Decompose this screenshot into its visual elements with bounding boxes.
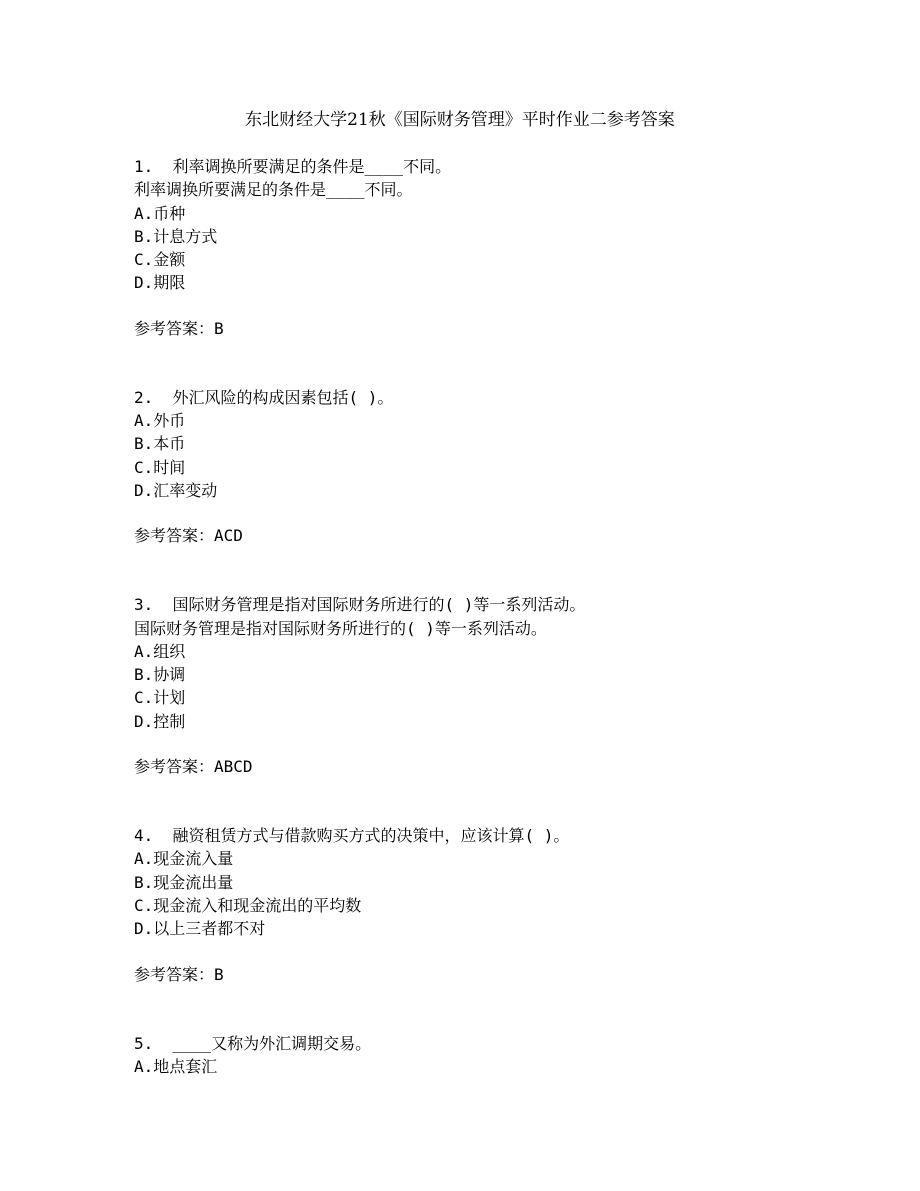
- option-a: A.币种: [134, 203, 186, 223]
- question-stem: 利率调换所要满足的条件是____不同。: [172, 157, 452, 176]
- answer-line: [134, 317, 834, 340]
- question-header: [134, 824, 834, 847]
- question-number: 1.: [134, 157, 154, 176]
- question-stem: 国际财务管理是指对国际财务所进行的( )等一系列活动。: [172, 595, 586, 615]
- answer-value: B: [214, 318, 224, 338]
- document-title: 东北财经大学21秋《国际财务管理》平时作业二参考答案: [245, 110, 675, 130]
- question-header: [134, 155, 834, 178]
- option-d: D.期限: [134, 273, 186, 293]
- option-b: B.协调: [134, 665, 186, 685]
- question-number: 3.: [134, 595, 154, 615]
- question-5: [134, 1032, 834, 1079]
- question-3: [134, 593, 834, 778]
- option-a: A.地点套汇: [134, 1056, 218, 1076]
- option-c: C.计划: [134, 688, 186, 708]
- option-b: B.现金流出量: [134, 872, 234, 892]
- question-number: 2.: [134, 387, 154, 407]
- option-a: A.外币: [134, 411, 186, 431]
- question-stem-repeat: 利率调换所要满足的条件是____不同。: [134, 180, 413, 200]
- answer-label: 参考答案：: [134, 318, 215, 338]
- option-a: A.组织: [134, 641, 186, 661]
- answer-value: ACD: [214, 526, 243, 546]
- answer-line: [134, 755, 834, 778]
- option-c: C.时间: [134, 457, 186, 477]
- question-list: [134, 155, 834, 1124]
- option-d: D.控制: [134, 711, 186, 731]
- question-stem-repeat: 国际财务管理是指对国际财务所进行的( )等一系列活动。: [134, 618, 547, 638]
- question-header: [134, 593, 834, 616]
- question-2: [134, 386, 834, 547]
- answer-line: [134, 963, 834, 986]
- answer-value: ABCD: [214, 757, 253, 777]
- option-c: C.现金流入和现金流出的平均数: [134, 895, 362, 915]
- option-b: B.计息方式: [134, 226, 218, 246]
- option-c: C.金额: [134, 250, 186, 270]
- question-stem: 融资租赁方式与借款购买方式的决策中，应该计算( )。: [172, 826, 570, 846]
- answer-label: 参考答案：: [134, 964, 215, 984]
- question-number: 4.: [134, 826, 154, 846]
- answer-label: 参考答案：: [134, 757, 215, 777]
- question-number: 5.: [134, 1033, 154, 1053]
- option-b: B.本币: [134, 434, 186, 454]
- option-a: A.现金流入量: [134, 849, 234, 869]
- option-d: D.汇率变动: [134, 480, 218, 500]
- question-stem: 外汇风险的构成因素包括( )。: [172, 387, 394, 407]
- question-header: [134, 386, 834, 409]
- question-stem: ____又称为外汇调期交易。: [172, 1033, 372, 1053]
- option-d: D.以上三者都不对: [134, 919, 266, 939]
- answer-line: [134, 524, 834, 547]
- question-4: [134, 824, 834, 985]
- question-1: [134, 155, 834, 340]
- question-header: [134, 1032, 834, 1055]
- answer-value: B: [214, 964, 224, 984]
- answer-label: 参考答案：: [134, 526, 215, 546]
